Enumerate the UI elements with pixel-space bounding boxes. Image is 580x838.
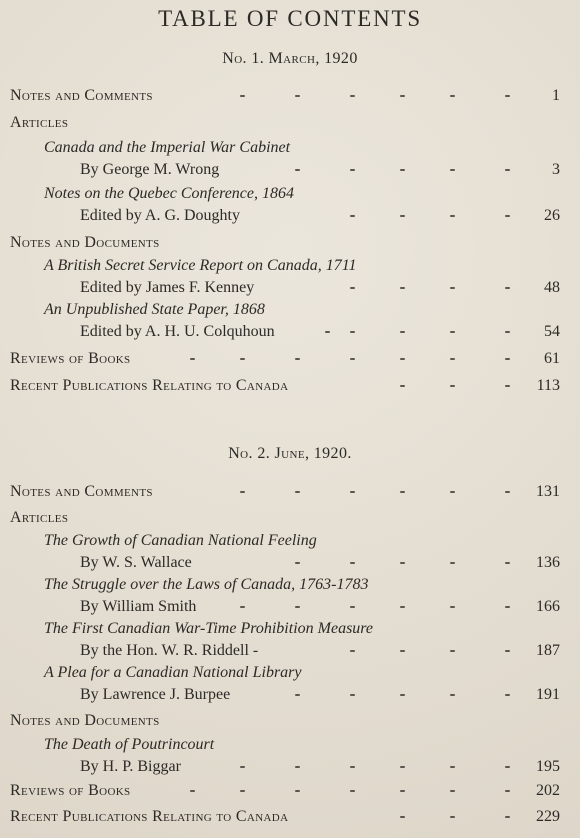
page-number: 191 (536, 686, 560, 703)
page-number: 48 (544, 279, 560, 296)
issue-heading: No. 2. June, 1920. (228, 445, 352, 462)
article-byline: By the Hon. W. R. Riddell - (80, 642, 259, 659)
toc-entry-notes-comments (0, 481, 580, 503)
issue-heading: No. 1. March, 1920 (222, 50, 358, 67)
toc-entry-notes-comments (0, 85, 580, 107)
leader-dots (0, 684, 580, 706)
page-number: 131 (536, 483, 560, 500)
toc-entry-document (0, 277, 580, 299)
document-byline: Edited by James F. Kenney (80, 279, 255, 296)
page-number: 26 (544, 207, 560, 224)
leader-dots (0, 85, 580, 107)
page-number: 1 (552, 87, 560, 104)
page-number: 202 (536, 782, 560, 799)
article-byline: By George M. Wrong (80, 161, 220, 178)
document-title-line (0, 734, 580, 756)
article-byline: By Lawrence J. Burpee (80, 686, 231, 703)
entry-label: Recent Publications Relating to Canada (10, 808, 289, 825)
entry-label: Notes and Comments (10, 87, 153, 104)
article-title: The Struggle over the Laws of Canada, 1763-1783 (44, 576, 369, 593)
article-title-line (0, 530, 580, 552)
article-title-line (0, 662, 580, 684)
toc-entry-article (0, 684, 580, 706)
article-title-line (0, 183, 580, 205)
leader-dots (0, 481, 580, 503)
document-title: A British Secret Service Report on Canada, 1711 (44, 257, 357, 274)
leader-dots (0, 375, 580, 397)
article-title: A Plea for a Canadian National Library (44, 664, 302, 681)
leader-dots (0, 552, 580, 574)
article-title-line (0, 618, 580, 640)
page-title: TABLE OF CONTENTS (158, 6, 422, 31)
section-heading-articles (0, 507, 580, 529)
section-heading-notes-documents (0, 232, 580, 254)
page-number: 187 (536, 642, 560, 659)
article-title: The Growth of Canadian National Feeling (44, 532, 317, 549)
leader-dots (0, 205, 580, 227)
article-title: Notes on the Quebec Conference, 1864 (44, 185, 295, 202)
toc-entry-reviews (0, 348, 580, 370)
article-title: The First Canadian War-Time Prohibition Measure (44, 620, 374, 637)
leader-dots (0, 277, 580, 299)
entry-label: Notes and Comments (10, 483, 153, 500)
article-byline: By W. S. Wallace (80, 554, 192, 571)
section-label: Articles (10, 114, 69, 131)
toc-entry-article (0, 640, 580, 662)
article-title: Canada and the Imperial War Cabinet (44, 139, 291, 156)
toc-entry-document (0, 321, 580, 343)
entry-label: Recent Publications Relating to Canada (10, 377, 289, 394)
page-number: 229 (536, 808, 560, 825)
leader-dots (0, 640, 580, 662)
page-number: 166 (536, 598, 560, 615)
page-number: 54 (544, 323, 560, 340)
section-label: Notes and Documents (10, 712, 160, 729)
article-title-line (0, 574, 580, 596)
leader-dots (0, 780, 580, 802)
leader-dots (0, 348, 580, 370)
leader-dots (0, 756, 580, 778)
leader-dots (0, 806, 580, 828)
leader-dots (0, 596, 580, 618)
section-heading-notes-documents (0, 710, 580, 732)
article-title-line (0, 137, 580, 159)
page-number: 136 (536, 554, 560, 571)
section-label: Articles (10, 509, 69, 526)
document-title-line (0, 255, 580, 277)
toc-entry-recent-publications (0, 806, 580, 828)
page-number: 195 (536, 758, 560, 775)
toc-entry-recent-publications (0, 375, 580, 397)
page-number: 113 (536, 377, 560, 394)
document-title: An Unpublished State Paper, 1868 (44, 301, 265, 318)
leader-dots (0, 159, 580, 181)
document-byline: Edited by A. H. U. Colquhoun (80, 323, 275, 340)
document-title-line (0, 299, 580, 321)
article-byline: Edited by A. G. Doughty (80, 207, 240, 224)
toc-entry-article (0, 159, 580, 181)
section-label: Notes and Documents (10, 234, 160, 251)
entry-label: Reviews of Books (10, 782, 131, 799)
toc-entry-article (0, 205, 580, 227)
document-title: The Death of Poutrincourt (44, 736, 215, 753)
page-number: 3 (552, 161, 560, 178)
toc-entry-reviews (0, 780, 580, 802)
entry-label: Reviews of Books (10, 350, 131, 367)
article-byline: By William Smith (80, 598, 197, 615)
section-heading-articles (0, 112, 580, 134)
leader-dots (0, 321, 580, 343)
toc-entry-document (0, 756, 580, 778)
document-byline: By H. P. Biggar (80, 758, 181, 775)
toc-entry-article (0, 596, 580, 618)
toc-entry-article (0, 552, 580, 574)
page-number: 61 (544, 350, 560, 367)
